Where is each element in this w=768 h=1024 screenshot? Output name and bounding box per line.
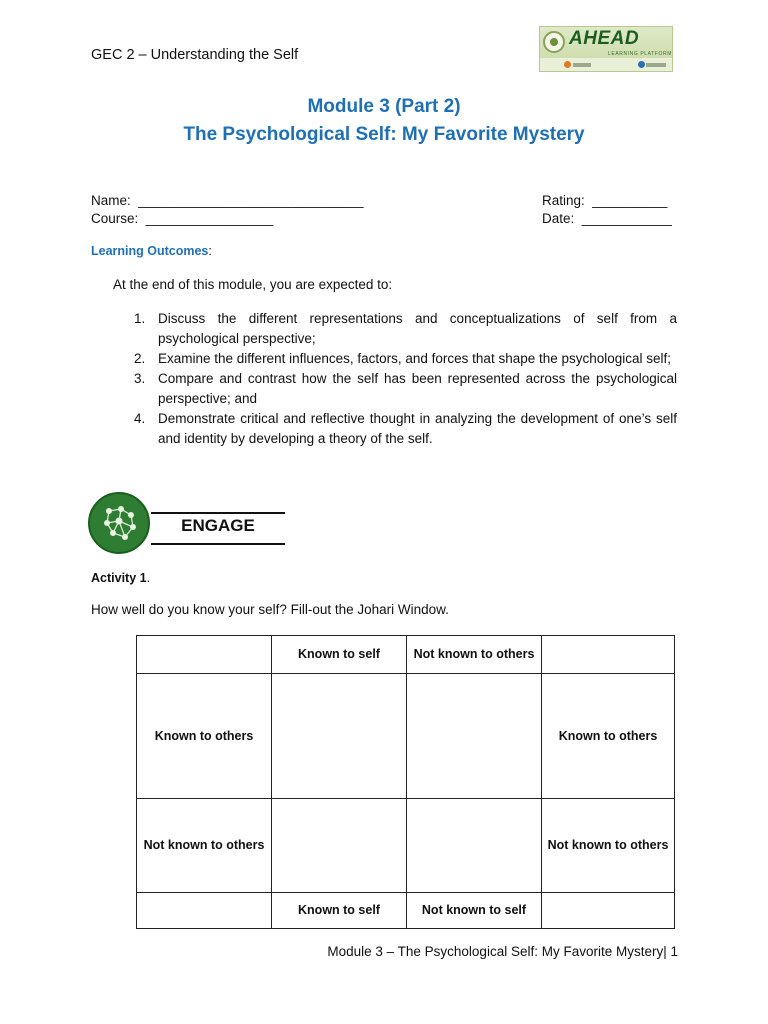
table-row xyxy=(137,893,675,929)
engage-title: ENGAGE xyxy=(181,516,255,535)
outcomes-intro: At the end of this module, you are expected to: xyxy=(113,277,393,292)
list-number: 1. xyxy=(134,311,146,326)
sponsor-dot-icon xyxy=(564,61,571,68)
name-field[interactable]: Name: ______________________________ xyxy=(91,193,364,208)
table-cell: Known to others xyxy=(137,674,272,799)
activity-label xyxy=(91,571,150,585)
list-number: 4. xyxy=(134,411,146,426)
ahead-logo xyxy=(539,26,673,72)
table-cell: Not known to others xyxy=(407,636,542,674)
network-brain-icon xyxy=(88,492,150,554)
date-field[interactable]: Date: ____________ xyxy=(542,211,672,226)
table-row xyxy=(137,674,675,799)
johari-window-table xyxy=(136,635,675,929)
seal-icon xyxy=(543,31,565,53)
list-item xyxy=(134,369,677,409)
list-number: 2. xyxy=(134,351,146,366)
engage-line-top xyxy=(151,512,285,514)
table-row xyxy=(137,799,675,893)
table-cell: Not known to self xyxy=(407,893,542,929)
table-cell xyxy=(137,636,272,674)
course-field[interactable]: Course: _________________ xyxy=(91,211,274,226)
list-number: 3. xyxy=(134,371,146,386)
logo-brand: AHEAD xyxy=(569,28,640,49)
heading-colon: : xyxy=(208,244,212,258)
table-cell: Known to others xyxy=(542,674,675,799)
list-text: Demonstrate critical and reflective thought in analyzing the development of one’s self and identity by developing a theory of the self. xyxy=(158,411,677,446)
activity-dot: . xyxy=(146,571,151,585)
page-footer: Module 3 – The Psychological Self: My Favorite Mystery| 1 xyxy=(327,944,678,959)
list-item xyxy=(134,409,677,449)
logo-sponsor-bar xyxy=(540,58,672,71)
header-course-title: GEC 2 – Understanding the Self xyxy=(91,47,299,63)
rating-field[interactable]: Rating: __________ xyxy=(542,193,668,208)
sponsor-mark xyxy=(646,63,666,67)
table-cell xyxy=(137,893,272,929)
learning-outcomes-heading xyxy=(91,244,212,258)
list-item xyxy=(134,349,677,369)
module-subtitle: The Psychological Self: My Favorite Mystery xyxy=(183,124,585,145)
unknown-area-cell[interactable] xyxy=(407,799,542,893)
learning-outcomes-label: Learning Outcomes xyxy=(91,244,209,258)
table-cell: Not known to others xyxy=(542,799,675,893)
sponsor-mark xyxy=(573,63,591,67)
module-title: Module 3 (Part 2) xyxy=(307,96,461,117)
list-item xyxy=(134,309,677,349)
table-cell xyxy=(542,893,675,929)
table-row xyxy=(137,636,675,674)
list-text: Compare and contrast how the self has been represented across the psychological perspective; and xyxy=(158,371,677,406)
table-cell: Known to self xyxy=(272,893,407,929)
table-cell xyxy=(542,636,675,674)
hidden-area-cell[interactable] xyxy=(272,799,407,893)
outcomes-list xyxy=(134,309,677,449)
table-cell: Known to self xyxy=(272,636,407,674)
list-text: Examine the different influences, factors, and forces that shape the psychological self; xyxy=(158,351,672,366)
engage-line-bottom xyxy=(151,543,285,545)
activity-title: Activity 1 xyxy=(91,571,147,585)
sponsor-dot-icon xyxy=(638,61,645,68)
activity-question: How well do you know your self? Fill-out the Johari Window. xyxy=(91,602,449,617)
list-text: Discuss the different representations and conceptualizations of self from a psychological perspective; xyxy=(158,311,677,346)
blind-area-cell[interactable] xyxy=(407,674,542,799)
table-cell: Not known to others xyxy=(137,799,272,893)
logo-subtext: LEARNING PLATFORM xyxy=(608,51,673,57)
open-area-cell[interactable] xyxy=(272,674,407,799)
